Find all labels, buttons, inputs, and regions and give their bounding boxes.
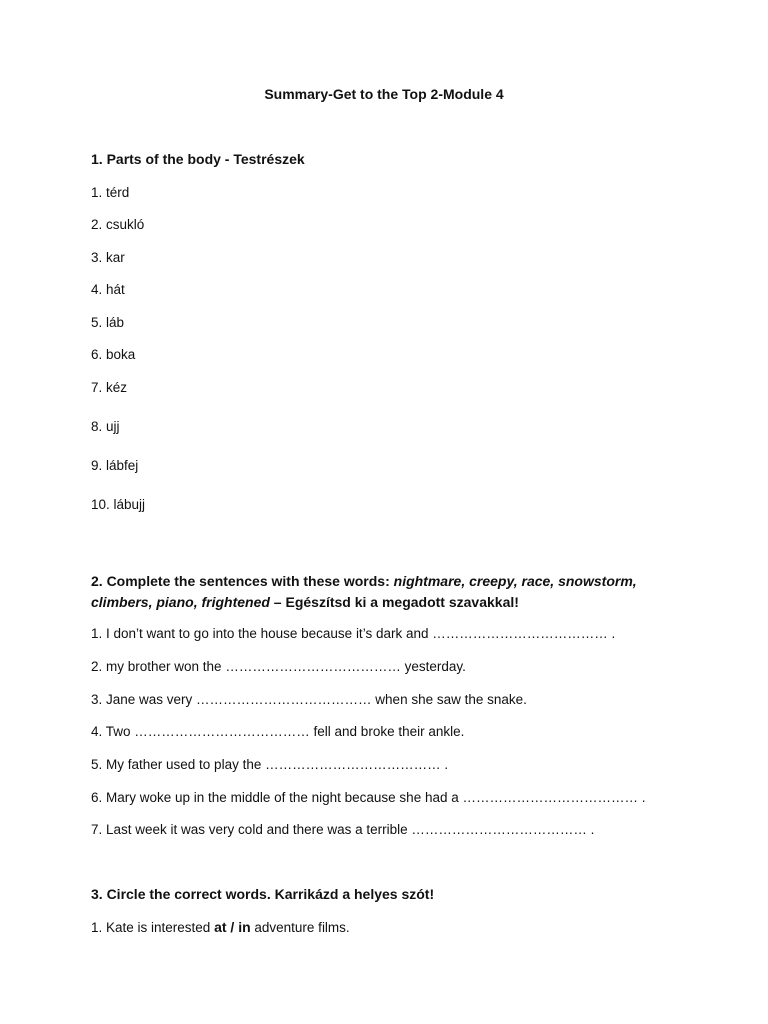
sentence-item: 6. Mary woke up in the middle of the night because she had a ………………………………… . xyxy=(91,790,646,805)
sentence-text-after: adventure films. xyxy=(250,920,350,935)
sentence-item: 2. my brother won the ………………………………… yesterday. xyxy=(91,659,466,674)
list-item: 3. kar xyxy=(91,250,125,265)
sentence-item: 4. Two ………………………………… fell and broke their ankle. xyxy=(91,724,465,739)
list-item: 7. kéz xyxy=(91,380,128,395)
section2-heading-prefix: 2. Complete the sentences with these words: xyxy=(91,573,394,589)
section2-heading xyxy=(91,571,651,613)
list-item: 2. csukló xyxy=(91,217,145,232)
list-item: 5. láb xyxy=(91,315,125,330)
list-item: 8. ujj xyxy=(91,419,120,434)
list-item: 1. térd xyxy=(91,185,130,200)
list-item: 9. lábfej xyxy=(91,458,139,473)
sentence-item: 1. I don’t want to go into the house because it’s dark and ………………………………… . xyxy=(91,626,616,641)
section3-heading: 3. Circle the correct words. Karrikázd a helyes szót! xyxy=(91,886,435,902)
section2-heading-suffix: – Egészítsd ki a megadott szavakkal! xyxy=(269,594,519,610)
sentence-item: 7. Last week it was very cold and there was a terrible ………………………………… . xyxy=(91,822,595,837)
sentence-item: 5. My father used to play the ………………………………… . xyxy=(91,757,449,772)
section2-word-list: nightmare, creepy, race, snowstorm, climbers, piano, frightened xyxy=(91,573,637,610)
sentence-item xyxy=(91,919,350,935)
list-item: 6. boka xyxy=(91,347,136,362)
document-title: Summary-Get to the Top 2-Module 4 xyxy=(264,86,504,102)
answer-choice: at / in xyxy=(214,919,251,935)
section1-heading: 1. Parts of the body - Testrészek xyxy=(91,151,305,167)
sentence-item: 3. Jane was very ………………………………… when she saw the snake. xyxy=(91,692,527,707)
list-item: 10. lábujj xyxy=(91,497,146,512)
sentence-text-before: 1. Kate is interested xyxy=(91,920,215,935)
list-item: 4. hát xyxy=(91,282,125,297)
